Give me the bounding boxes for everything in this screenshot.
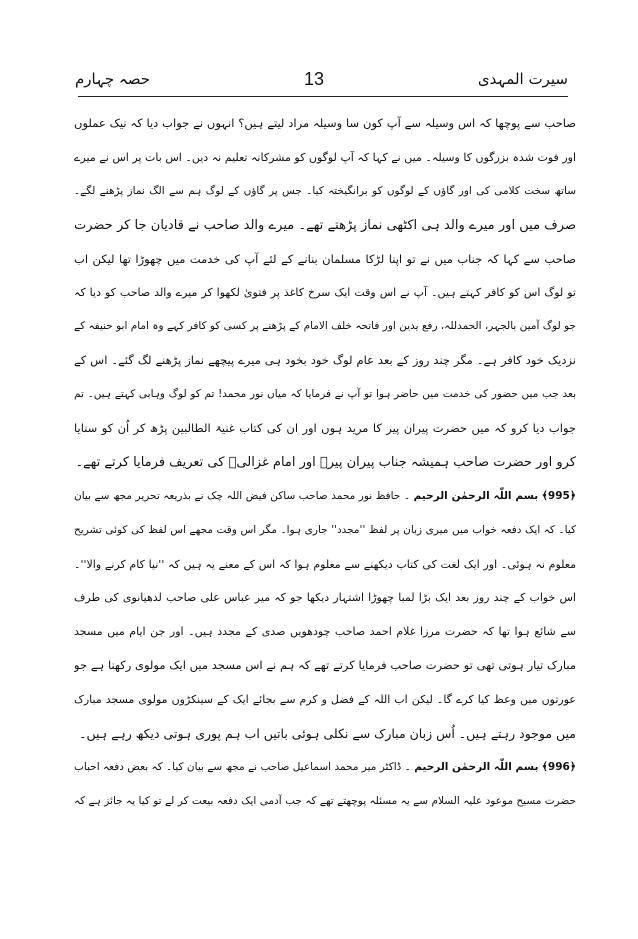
text-line: نزدیک خود کافر ہے۔ مگر چند روز کے بعد عام لوگ خود بخود ہی میرے پیچھے نماز پڑھنے لگ گئے۔ اس کے [74, 353, 576, 368]
text-line: تو لوگ اس کو کافر کہتے ہیں۔ آپ نے اس وقت ایک سرخ کاغذ پر فتویٰ لکھوا کر میرے والد صاحب کو دیا کہ [74, 286, 576, 300]
text-line: حضرت مسیح موعود علیہ السلام سے یہ مسئلہ پوچھتے تھے کہ جب آدمی ایک دفعہ بیعت کر لے تو کیا یہ جائز ہے کہ [74, 794, 576, 807]
text-line: جو لوگ آمین بالجہر، الحمدللہ، رفع یدین اور فاتحہ خلف الامام کے پڑھنے پر کسی کو کافر کہے وہ امام ابو حنیفہ کے [74, 320, 576, 333]
page-number: 13 [303, 68, 324, 89]
text-line: بعد جب میں حضور کی خدمت میں حاضر ہوا تو آپ نے فرمایا کہ میاں نور محمد! تم کو لوگ وہابی کہتے ہیں۔ تم [74, 388, 576, 401]
bismillah: بسم اللّٰہ الرحمٰن الرحیم [414, 760, 539, 773]
text-line: عورتوں میں وعظ کیا کرے گا۔ لیکن اب اللہ کے فضل و کرم سے بجائے ایک کے سینکڑوں مولوی مسجد مبارک [74, 693, 576, 707]
text-line: معلوم نہ ہوئی۔ اور ایک لغت کی کتاب دیکھنے سے معلوم ہوا کہ اس کے معنے یہ ہیں کہ ''نیا کام کرنے والا''۔ [74, 557, 576, 571]
text-line: صاحب سے کہا کہ جناب میں نے تو اپنا لڑکا مسلمان بنانے کے لئے آپ کی خدمت میں چھوڑا تھا لیکن اب [74, 251, 576, 266]
text-line: جواب دیا کرو کہ میں حضرت پیران پیر کا مرید ہوں اور ان کی کتاب غنیۃ الطالبین پڑھ کر اُن کو سنایا [74, 421, 576, 436]
page-body [74, 107, 576, 819]
text-line: صاحب سے پوچھا کہ اس وسیلہ سے آپ کون سا وسیلہ مراد لیتے ہیں؟ انہوں نے جواب دیا کہ نیک عملوں [74, 116, 576, 130]
entry-number: ﴿995﴾ [541, 489, 576, 502]
entry-number: ﴿996﴾ [541, 760, 576, 773]
entry-text: ۔ حافظ نور محمد صاحب ساکن فیض اللہ چک نے بذریعہ تحریر مجھ سے بیان [74, 489, 411, 502]
page-header [75, 66, 568, 92]
text-line: سے شائع ہوا تھا کہ حضرت مرزا غلام احمد صاحب چودھویں صدی کے مجدد ہیں۔ اور جن ایام میں مسجد [74, 625, 576, 639]
text-line: کیا۔ کہ ایک دفعہ خواب میں میری زبان پر لفظ ''مجدد'' جاری ہوا۔ مگر اس وقت مجھے اس لفظ کی کوئی تشریح [74, 523, 576, 536]
header-rule [78, 96, 568, 97]
entry-995-first-line [74, 480, 576, 514]
entry-text: ۔ ڈاکٹر میر محمد اسماعیل صاحب نے مجھ سے بیان کیا۔ کہ بعض دفعہ احباب [74, 760, 411, 773]
book-title: سیرت المہدی [477, 70, 568, 88]
part-label: حصہ چہارم [75, 70, 150, 88]
text-line: صرف میں اور میرے والد ہی اکٹھی نماز پڑھتے تھے۔ میرے والد صاحب نے قادیان جا کر حضرت [74, 217, 576, 233]
text-line: ساتھ سخت کلامی کی اور گاؤں کے لوگوں کو برانگیختہ کیا۔ جس پر گاؤں کے لوگ ہم سے الگ نماز پڑھنے لگے۔ [74, 184, 576, 197]
text-line: کرو اور حضرت صاحب ہمیشہ جناب پیران پیرؒ اور امام غزالیؒ کی تعریف فرمایا کرتے تھے۔ [75, 454, 576, 470]
text-line: اور فوت شدہ بزرگوں کا وسیلہ۔ میں نے کہا کہ آپ لوگوں کو مشرکانہ تعلیم نہ دیں۔ اس بات پر اس نے میرے [74, 150, 576, 164]
entry-996-first-line [74, 751, 576, 785]
text-line: مبارک تیار ہوتی تھی تو حضرت صاحب فرمایا کرتے تھے کہ ہم نے اس مسجد میں ایک مولوی رکھنا ہے جو [74, 658, 576, 673]
text-line: اس خواب کے چند روز بعد ایک بڑا لمبا چھوڑا اشتہار دیکھا جو کہ میر عباس علی صاحب لدھیانوی کی طرف [74, 591, 576, 605]
text-line: میں موجود رہتے ہیں۔ اُس زبان مبارک سے نکلی ہوئی باتیں اب ہم پوری ہوتی دیکھ رہے ہیں۔ [79, 726, 576, 742]
bismillah: بسم اللّٰہ الرحمٰن الرحیم [413, 489, 539, 502]
